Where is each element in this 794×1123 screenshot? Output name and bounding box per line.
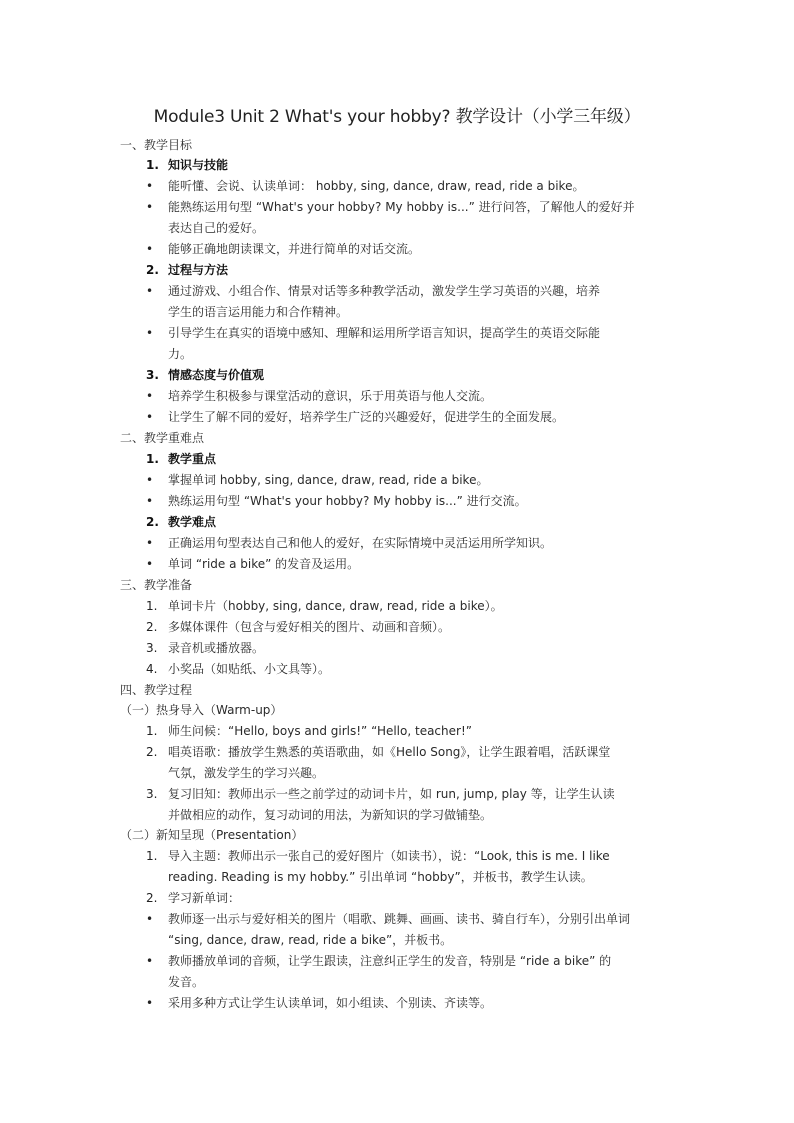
bullet-icon: • xyxy=(146,284,154,298)
sub-number: 2. xyxy=(146,515,159,529)
sub-heading: 情感态度与价值观 xyxy=(168,368,265,382)
document-title: Module3 Unit 2 What's your hobby? 教学设计（小学三年级） xyxy=(153,107,641,127)
list-number: 1. xyxy=(146,849,158,863)
bullet-icon: • xyxy=(146,200,154,214)
list-number: 2. xyxy=(146,891,158,905)
bullet-icon: • xyxy=(146,494,154,508)
list-item-cont: 发音。 xyxy=(168,975,205,989)
list-item: 单词卡片（hobby, sing, dance, draw, read, ride a bike）。 xyxy=(168,599,503,613)
sub-heading: 教学重点 xyxy=(168,452,217,466)
list-item: 单词 “ride a bike” 的发音及运用。 xyxy=(168,557,360,571)
section-heading: 二、教学重难点 xyxy=(120,431,205,445)
list-item: 学习新单词： xyxy=(168,891,241,905)
section-heading: 三、教学准备 xyxy=(120,578,193,592)
list-number: 1. xyxy=(146,724,158,738)
bullet-icon: • xyxy=(146,242,154,256)
section-heading: 四、教学过程 xyxy=(120,683,193,697)
list-item: 能够正确地朗读课文，并进行简单的对话交流。 xyxy=(168,242,421,256)
bullet-icon: • xyxy=(146,536,154,550)
list-item: 多媒体课件（包含与爱好相关的图片、动画和音频）。 xyxy=(168,620,451,634)
list-item: 小奖品（如贴纸、小文具等）。 xyxy=(168,662,331,676)
list-item-cont: 表达自己的爱好。 xyxy=(168,221,265,235)
list-item: 引导学生在真实的语境中感知、理解和运用所学语言知识，提高学生的英语交际能 xyxy=(168,326,601,340)
list-item: 掌握单词 hobby, sing, dance, draw, read, ride a bike。 xyxy=(168,473,489,487)
sub-number: 3. xyxy=(146,368,159,382)
list-item: 通过游戏、小组合作、情景对话等多种教学活动，激发学生学习英语的兴趣，培养 xyxy=(168,284,601,298)
list-number: 2. xyxy=(146,745,158,759)
list-item: 教师播放单词的音频，让学生跟读，注意纠正学生的发音，特别是 “ride a bike” 的 xyxy=(168,954,612,968)
bullet-icon: • xyxy=(146,996,154,1010)
list-item: 复习旧知：教师出示一些之前学过的动词卡片，如 run, jump, play 等，让学生认读 xyxy=(168,787,615,801)
list-number: 3. xyxy=(146,787,158,801)
list-item: 采用多种方式让学生认读单词，如小组读、个别读、齐读等。 xyxy=(168,996,493,1010)
list-number: 2. xyxy=(146,620,158,634)
bullet-icon: • xyxy=(146,473,154,487)
list-number: 3. xyxy=(146,641,158,655)
list-item: 导入主题：教师出示一张自己的爱好图片（如读书），说：“Look, this is me. I like xyxy=(168,849,610,863)
list-item: 正确运用句型表达自己和他人的爱好，在实际情境中灵活运用所学知识。 xyxy=(168,536,553,550)
bullet-icon: • xyxy=(146,179,154,193)
sub-heading: 教学难点 xyxy=(168,515,217,529)
section-heading: 一、教学目标 xyxy=(120,138,193,152)
sub-number: 1. xyxy=(146,452,159,466)
list-item: 能熟练运用句型 “What's your hobby? My hobby is...” 进行问答，了解他人的爱好并 xyxy=(168,200,635,214)
bullet-icon: • xyxy=(146,389,154,403)
bullet-icon: • xyxy=(146,954,154,968)
list-item: 培养学生积极参与课堂活动的意识，乐于用英语与他人交流。 xyxy=(168,389,493,403)
list-number: 4. xyxy=(146,662,158,676)
list-item: 熟练运用句型 “What's your hobby? My hobby is...” 进行交流。 xyxy=(168,494,527,508)
list-item-cont: “sing, dance, draw, read, ride a bike”，并板书。 xyxy=(168,933,453,947)
list-item: 教师逐一出示与爱好相关的图片（唱歌、跳舞、画画、读书、骑自行车），分别引出单词 xyxy=(168,912,631,926)
list-item: 唱英语歌：播放学生熟悉的英语歌曲，如《Hello Song》，让学生跟着唱，活跃课堂 xyxy=(168,745,611,759)
sub-number: 2. xyxy=(146,263,159,277)
list-item-cont: 力。 xyxy=(168,347,193,361)
bullet-icon: • xyxy=(146,326,154,340)
sub-heading: 过程与方法 xyxy=(168,263,229,277)
part-heading: （二）新知呈现（Presentation） xyxy=(120,828,304,842)
bullet-icon: • xyxy=(146,557,154,571)
list-item-cont: 学生的语言运用能力和合作精神。 xyxy=(168,305,349,319)
bullet-icon: • xyxy=(146,912,154,926)
list-item-cont: 气氛，激发学生的学习兴趣。 xyxy=(168,766,325,780)
sub-number: 1. xyxy=(146,158,159,172)
list-number: 1. xyxy=(146,599,158,613)
sub-heading: 知识与技能 xyxy=(168,158,229,172)
list-item-cont: 并做相应的动作，复习动词的用法，为新知识的学习做铺垫。 xyxy=(168,808,493,822)
list-item: 师生问候：“Hello, boys and girls!” “Hello, teacher!” xyxy=(168,724,472,738)
part-heading: （一）热身导入（Warm-up） xyxy=(120,703,283,717)
list-item: 录音机或播放器。 xyxy=(168,641,265,655)
list-item: 能听懂、会说、认读单词： hobby, sing, dance, draw, read, ride a bike。 xyxy=(168,179,585,193)
bullet-icon: • xyxy=(146,410,154,424)
list-item: 让学生了解不同的爱好，培养学生广泛的兴趣爱好，促进学生的全面发展。 xyxy=(168,410,565,424)
list-item-cont: reading. Reading is my hobby.” 引出单词 “hobby”，并板书，教学生认读。 xyxy=(168,870,593,884)
